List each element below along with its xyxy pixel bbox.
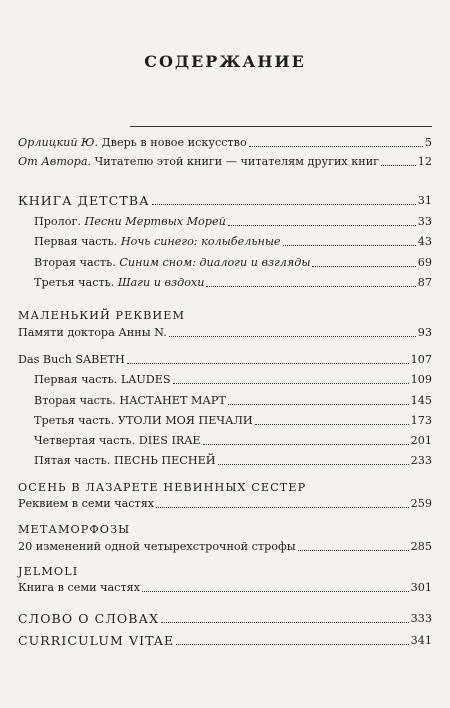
toc-entry[interactable]: Третья часть. УТОЛИ МОЯ ПЕЧАЛИ 173 [34,414,432,427]
leader-dots [169,336,416,337]
page-number: 33 [417,215,432,228]
page-number: 87 [417,276,432,289]
leader-dots [283,245,416,246]
leader-dots [176,644,408,645]
toc-section-title[interactable]: ОСЕНЬ В ЛАЗАРЕТЕ НЕВИННЫХ СЕСТЕР [18,481,307,494]
leader-dots [156,507,409,508]
leader-dots [228,225,416,226]
toc-section[interactable]: CURRICULUM VITAE 341 [18,633,432,648]
toc-entry[interactable]: Третья часть. Шаги и вздохи 87 [34,276,432,289]
toc-section-title[interactable]: JELMOLI [18,565,79,578]
leader-dots [152,204,416,205]
toc-entry[interactable]: Памяти доктора Анны N. 93 [18,326,432,339]
toc-section[interactable]: КНИГА ДЕТСТВА 31 [18,193,432,208]
toc-entry[interactable]: Пролог. Песни Мертвых Морей 33 [34,215,432,228]
page-number: 301 [410,581,432,594]
toc-entry[interactable]: От Автора. Читателю этой книги — читателям других книг 12 [18,155,432,168]
leader-dots [142,591,409,592]
toc-section-title[interactable]: МЕТАМОРФОЗЫ [18,523,131,536]
page-number: 173 [410,414,432,427]
page-number: 109 [410,373,432,386]
page-title: СОДЕРЖАНИЕ [144,52,306,71]
page-number: 201 [410,434,432,447]
bleed-through-text [150,80,320,120]
page-number: 43 [417,235,432,248]
leader-dots [206,286,415,287]
page-number: 285 [410,540,432,553]
toc-entry[interactable]: Первая часть. LAUDES 109 [34,373,432,386]
toc-entry[interactable]: Пятая часть. ПЕСНЬ ПЕСНЕЙ 233 [34,454,432,467]
toc-entry[interactable]: Вторая часть. НАСТАНЕТ МАРТ 145 [34,394,432,407]
page-number: 107 [410,353,432,366]
page-number: 145 [410,394,432,407]
page-number: 333 [410,612,432,625]
leader-dots [298,550,409,551]
toc-entry[interactable]: Das Buch SABETH 107 [18,353,432,366]
toc-entry[interactable]: Реквием в семи частях 259 [18,497,432,510]
leader-dots [173,383,409,384]
leader-dots [218,464,409,465]
leader-dots [381,165,416,166]
toc-section[interactable]: СЛОВО О СЛОВАХ 333 [18,611,432,626]
leader-dots [161,622,409,623]
page-number: 5 [424,136,432,149]
leader-dots [249,146,423,147]
page-number: 12 [417,155,432,168]
page-number: 259 [410,497,432,510]
leader-dots [203,444,409,445]
page-number: 341 [410,634,432,647]
page-number: 93 [417,326,432,339]
leader-dots [255,424,409,425]
toc-entry[interactable]: Книга в семи частях 301 [18,581,432,594]
page-number: 69 [417,256,432,269]
leader-dots [312,266,415,267]
page-number: 233 [410,454,432,467]
toc-entry[interactable]: Четвертая часть. DIES IRAE 201 [34,434,432,447]
toc-section-title[interactable]: МАЛЕНЬКИЙ РЕКВИЕМ [18,309,186,322]
leader-dots [228,404,409,405]
toc-entry[interactable]: Орлицкий Ю. Дверь в новое искусство 5 [18,136,432,149]
toc-entry[interactable]: Вторая часть. Синим сном: диалоги и взгляды 69 [34,256,432,269]
page-number: 31 [417,194,432,207]
toc-entry[interactable]: Первая часть. Ночь синего: колыбельные 43 [34,235,432,248]
divider [130,126,432,127]
toc-entry[interactable]: 20 изменений одной четырехстрочной строфы 285 [18,540,432,553]
leader-dots [127,363,409,364]
